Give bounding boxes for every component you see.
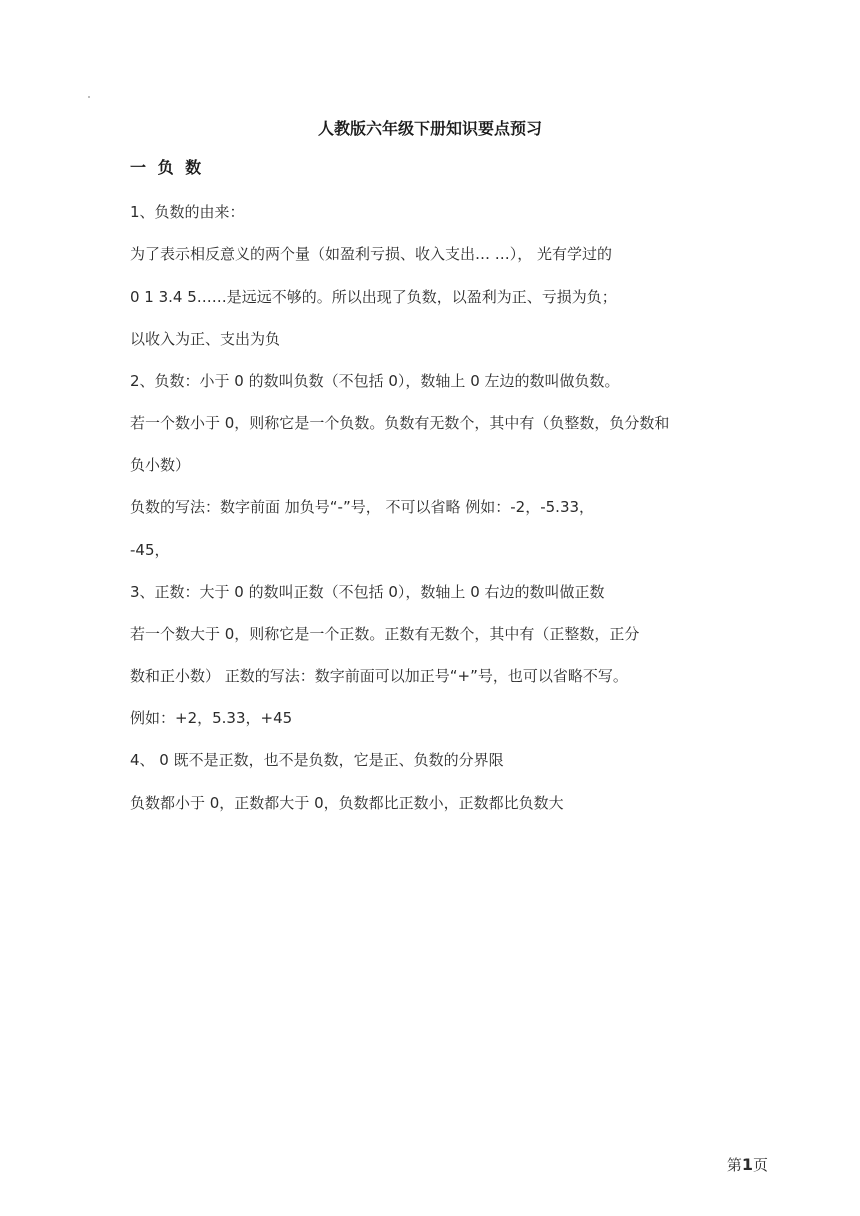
paragraph-line-6: 若一个数小于 0，则称它是一个负数。负数有无数个，其中有（负整数，负分数和 <box>130 414 670 432</box>
paragraph-line-12: 数和正小数） 正数的写法：数字前面可以加正号“+”号，也可以省略不写。 <box>130 667 628 685</box>
paragraph-line-15: 负数都小于 0，正数都大于 0，负数都比正数小，正数都比负数大 <box>130 794 564 812</box>
paragraph-line-14: 4、 0 既不是正数，也不是负数，它是正、负数的分界限 <box>130 751 504 769</box>
corner-mark <box>88 96 90 98</box>
paragraph-line-5: 2、负数：小于 0 的数叫负数（不包括 0），数轴上 0 左边的数叫做负数。 <box>130 372 620 390</box>
document-title: 人教版六年级下册知识要点预习 <box>317 119 542 138</box>
page-number-prefix: 第 <box>726 1156 742 1174</box>
page-number-footer <box>727 1154 768 1175</box>
paragraph-line-11: 若一个数大于 0，则称它是一个正数。正数有无数个，其中有（正整数，正分 <box>130 625 640 643</box>
paragraph-line-9: -45， <box>130 541 170 559</box>
paragraph-line-7: 负小数） <box>130 456 191 474</box>
paragraph-line-3: 0 1 3.4 5……是远远不够的。所以出现了负数，以盈利为正、亏损为负； <box>130 288 617 306</box>
page-number: 1 <box>741 1155 753 1174</box>
paragraph-line-4: 以收入为正、支出为负 <box>130 330 281 348</box>
paragraph-line-10: 3、正数：大于 0 的数叫正数（不包括 0），数轴上 0 右边的数叫做正数 <box>130 583 605 601</box>
paragraph-line-2: 为了表示相反意义的两个量（如盈利亏损、收入支出… …）， 光有学过的 <box>130 245 613 263</box>
page-number-suffix: 页 <box>752 1156 768 1174</box>
paragraph-line-13: 例如：+2，5.33，+45 <box>130 709 293 727</box>
paragraph-line-8: 负数的写法：数字前面 加负号“-”号， 不可以省略 例如：-2，-5.33， <box>130 498 595 516</box>
paragraph-line-1: 1、负数的由来： <box>130 203 245 221</box>
section-heading: 一 负 数 <box>130 158 205 177</box>
